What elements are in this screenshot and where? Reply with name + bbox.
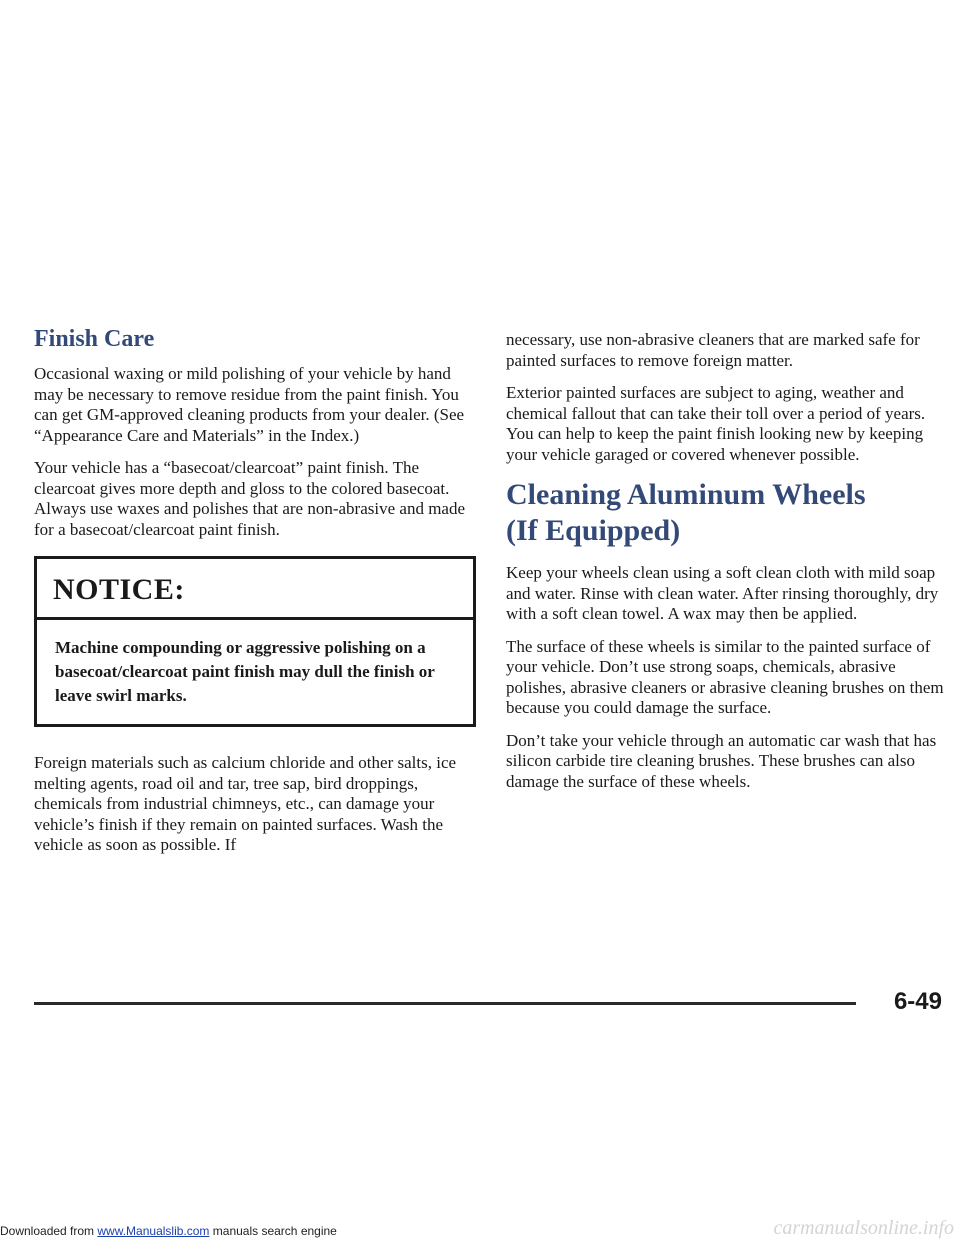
notice-title: NOTICE: xyxy=(37,559,473,620)
footer-prefix: Downloaded from xyxy=(0,1224,98,1238)
paragraph: Keep your wheels clean using a soft clean cloth with mild soap and water. Rinse with clean water. After rinsing thoroughly, dry with a soft clean towel. A wax may then be applied. xyxy=(506,563,939,623)
manualslib-link[interactable]: www.Manualslib.com xyxy=(97,1224,210,1238)
left-column xyxy=(34,326,484,868)
notice-box xyxy=(34,556,476,727)
footer-suffix: manuals search engine xyxy=(209,1224,337,1238)
paragraph: necessary, use non-abrasive cleaners that are marked safe for painted surfaces to remove foreign matter. xyxy=(506,330,920,370)
paragraph: Your vehicle has a “basecoat/clearcoat” paint finish. The clearcoat gives more depth and gloss to the colored basecoat. Always use waxes and polishes that are non-abrasive and made for a basecoat/clearcoat paint finish. xyxy=(34,458,466,539)
page-number: 6-49 xyxy=(893,988,942,1015)
wheels-heading xyxy=(506,477,946,549)
paragraph: Exterior painted surfaces are subject to aging, weather and chemical fallout that can take their toll over a period of years. You can help to keep the paint finish looking new by keeping your vehicle garaged or covered whenever possible. xyxy=(506,383,926,464)
notice-body: Machine compounding or aggressive polishing on a basecoat/clearcoat paint finish may dull the finish or leave swirl marks. xyxy=(55,638,435,705)
right-column xyxy=(506,330,946,804)
paragraph: Don’t take your vehicle through an automatic car wash that has silicon carbide tire cleaning brushes. These brushes can also damage the surface of these wheels. xyxy=(506,730,937,791)
paragraph: The surface of these wheels is similar to the painted surface of your vehicle. Don’t use strong soaps, chemicals, abrasive polishes, abrasive cleaners or abrasive cleaning brushes on them because you could damage the surface. xyxy=(506,636,944,717)
wheels-heading-line1: Cleaning Aluminum Wheels xyxy=(506,478,866,511)
download-footer xyxy=(0,1224,337,1238)
footer-rule xyxy=(34,1002,856,1005)
paragraph: Occasional waxing or mild polishing of your vehicle by hand may be necessary to remove residue from the paint finish. You can get GM-approved cleaning products from your dealer. (See “Appearance Care and Materials” in the Index.) xyxy=(34,364,465,445)
watermark: carmanualsonline.info xyxy=(773,1217,954,1239)
wheels-heading-line2: (If Equipped) xyxy=(506,514,681,547)
paragraph: Foreign materials such as calcium chloride and other salts, ice melting agents, road oil and tar, tree sap, bird droppings, chemicals from industrial chimneys, etc., can damage your vehicle’s finish if they remain on painted surfaces. Wash the vehicle as soon as possible. If xyxy=(34,753,457,854)
finish-care-heading: Finish Care xyxy=(34,326,155,352)
